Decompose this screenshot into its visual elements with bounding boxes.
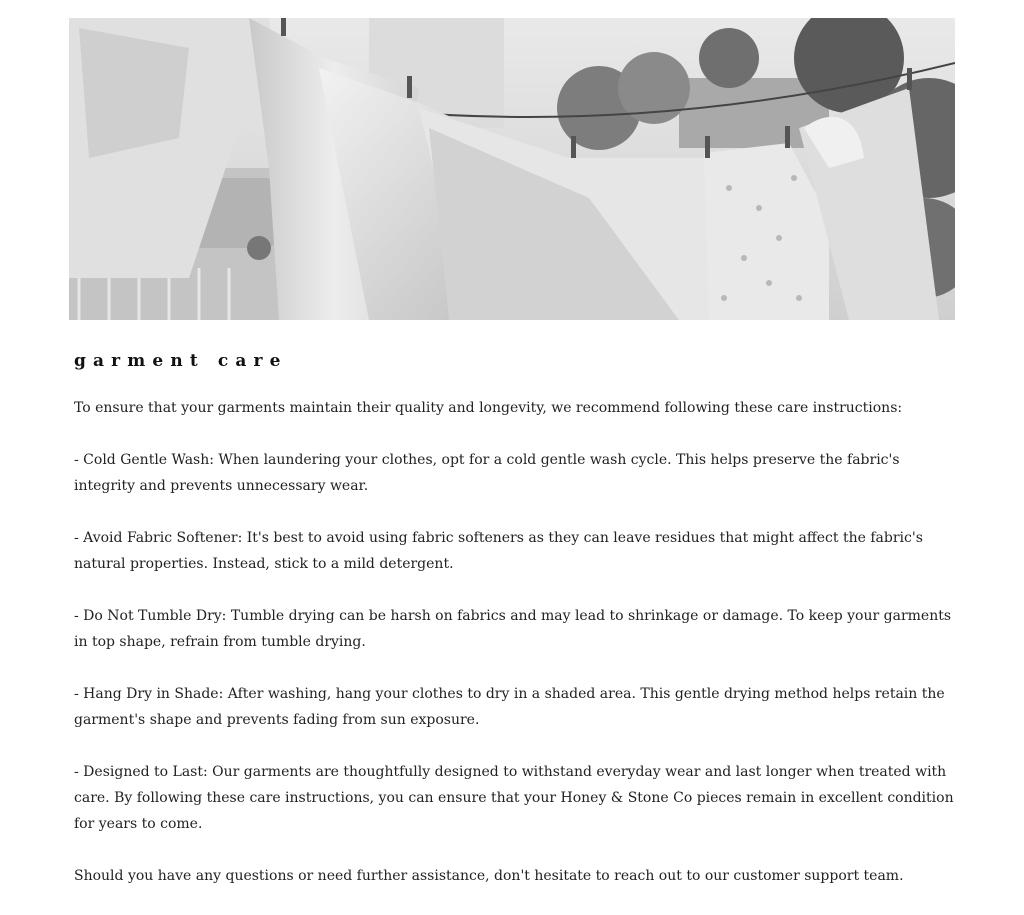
intro-text: To ensure that your garments maintain their quality and longevity, we recommend following these care instructions: (74, 400, 903, 416)
clothesline-photo-icon (69, 18, 955, 320)
care-item-cold-gentle-wash: - Cold Gentle Wash: When laundering your clothes, opt for a cold gentle wash cycle. This helps preserve the fabric's integrity and prevents unnecessary wear. (74, 452, 900, 494)
garment-care-section (74, 346, 964, 889)
section-title: garment care (74, 351, 288, 371)
closing-text: Should you have any questions or need further assistance, don't hesitate to reach out to our customer support team. (74, 868, 904, 884)
care-item-designed-to-last: - Designed to Last: Our garments are thoughtfully designed to withstand everyday wear and last longer when treated with care. By following these care instructions, you can ensure that your Honey & Stone Co pieces remain in excellent condition for years to come. (74, 764, 954, 832)
care-item-avoid-fabric-softener: - Avoid Fabric Softener: It's best to avoid using fabric softeners as they can leave residues that might affect the fabric's natural properties. Instead, stick to a mild detergent. (74, 530, 923, 572)
hero-clothesline-image (69, 18, 955, 320)
care-item-do-not-tumble-dry: - Do Not Tumble Dry: Tumble drying can be harsh on fabrics and may lead to shrinkage or damage. To keep your garments in top shape, refrain from tumble drying. (74, 608, 952, 650)
care-item-hang-dry-in-shade: - Hang Dry in Shade: After washing, hang your clothes to dry in a shaded area. This gentle drying method helps retain the garment's shape and prevents fading from sun exposure. (74, 686, 945, 728)
